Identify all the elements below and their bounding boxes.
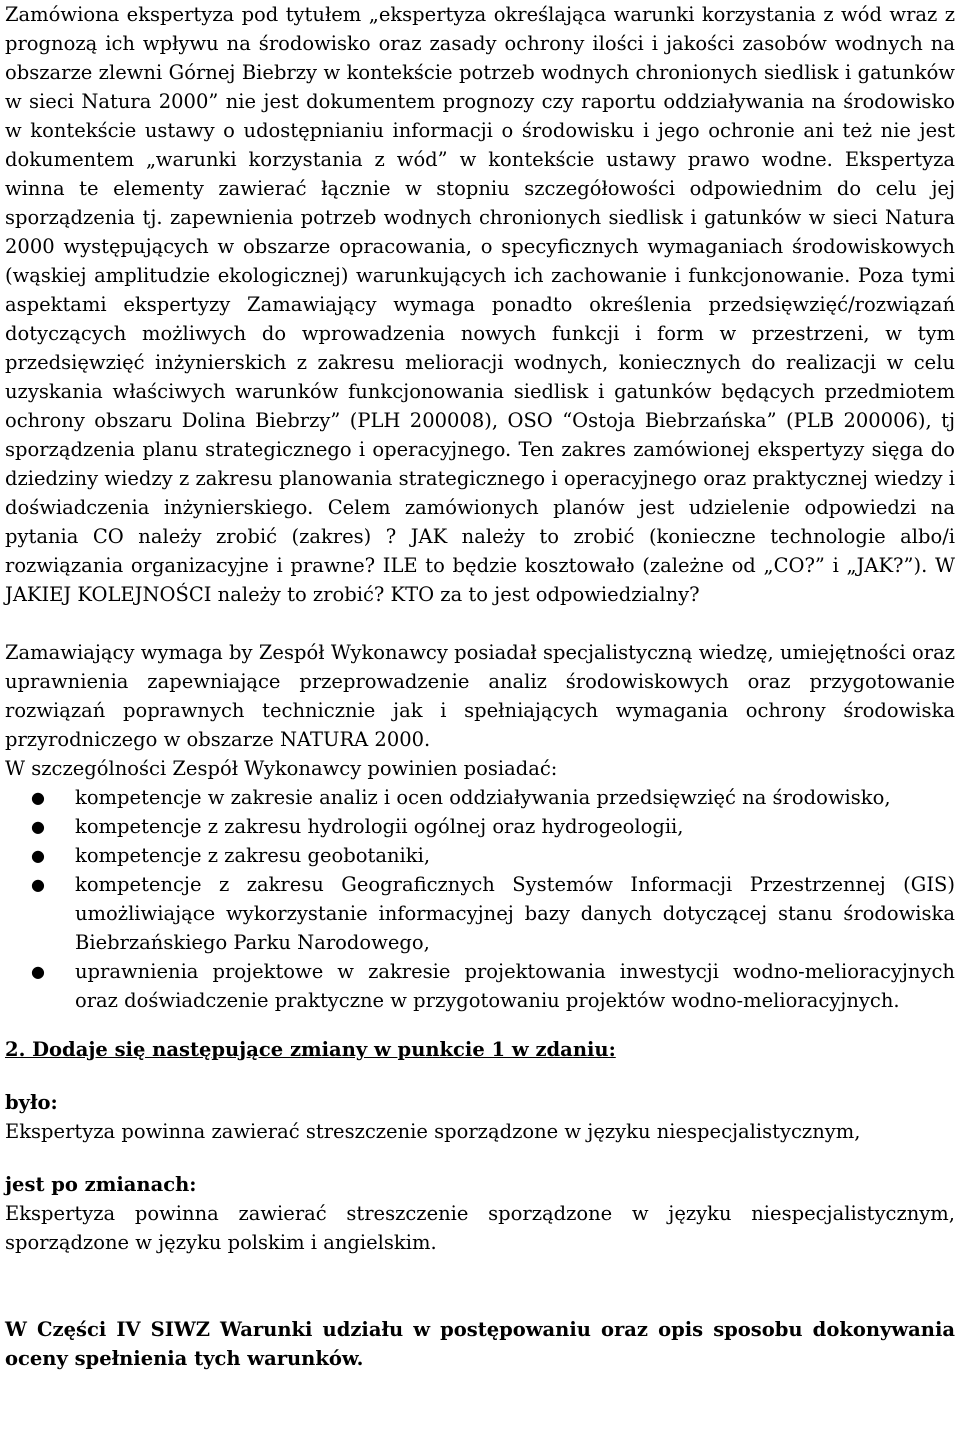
bullet-icon: ● xyxy=(31,962,45,981)
list-item-text: kompetencje z zakresu hydrologii ogólnej oraz hydrogeologii, xyxy=(75,815,684,838)
bullet-icon: ● xyxy=(31,817,45,836)
list-item xyxy=(5,870,955,957)
bullet-icon: ● xyxy=(31,788,45,807)
bullet-icon: ● xyxy=(31,846,45,865)
list-item-text: kompetencje z zakresu Geograficznych Systemów Informacji Przestrzennej (GIS) umożliwiające wykorzystanie informacyjnej bazy danych dotyczącej stanu środowiska Biebrzańskiego Parku Narodowego, xyxy=(75,873,955,954)
list-item-text: kompetencje z zakresu geobotaniki, xyxy=(75,844,431,867)
paragraph-after-changes-text: Ekspertyza powinna zawierać streszczenie sporządzone w języku niespecjalistycznym, sporządzone w języku polskim i angielskim. xyxy=(5,1202,955,1254)
paragraph-team-requirements: Zamawiający wymaga by Zespół Wykonawcy posiadał specjalistyczną wiedzę, umiejętności oraz uprawnienia zapewniające przeprowadzenie analiz środowiskowych oraz przygotowanie rozwiązań poprawnych technicznie jak i spełniających wymagania ochrony środowiska przyrodniczego w obszarze NATURA 2000. xyxy=(5,641,955,751)
bullet-icon: ● xyxy=(31,875,45,894)
paragraph-was-text: Ekspertyza powinna zawierać streszczenie sporządzone w języku niespecjalistycznym, xyxy=(5,1120,861,1143)
list-item xyxy=(5,783,955,812)
paragraph-team-competences-intro: W szczególności Zespół Wykonawcy powinien posiadać: xyxy=(5,757,558,780)
list-item xyxy=(5,957,955,1015)
competences-list xyxy=(5,783,955,1015)
list-item xyxy=(5,812,955,841)
paragraph-part-iv-heading: W Części IV SIWZ Warunki udziału w postępowaniu oraz opis sposobu dokonywania oceny spełnienia tych warunków. xyxy=(5,1318,955,1370)
document-page xyxy=(5,0,955,1373)
label-was: było: xyxy=(5,1091,58,1114)
list-item-text: uprawnienia projektowe w zakresie projektowania inwestycji wodno-melioracyjnych oraz doświadczenie praktyczne w przygotowaniu projektów wodno-melioracyjnych. xyxy=(75,960,955,1012)
list-item-text: kompetencje w zakresie analiz i ocen oddziaływania przedsięwzięć na środowisko, xyxy=(75,786,891,809)
paragraph-expertise-scope: Zamówiona ekspertyza pod tytułem „ekspertyza określająca warunki korzystania z wód wraz z prognozą ich wpływu na środowisko oraz zasady ochrony ilości i jakości zasobów wodnych na obszarze zlewni Górnej Biebrzy w kontekście potrzeb wodnych chronionych siedlisk i gatunków w sieci Natura 2000” nie jest dokumentem prognozy czy raportu oddziaływania na środowisko w kontekście ustawy o udostępnianiu informacji o środowisku i jego ochronie ani też nie jest dokumentem „warunki korzystania z wód” w kontekście ustawy prawo wodne. Ekspertyza winna te elementy zawierać łącznie w stopniu szczegółowości odpowiednim do celu jej sporządzenia tj. zapewnienia potrzeb wodnych chronionych siedlisk i gatunków w sieci Natura 2000 występujących w obszarze opracowania, o specyficznych wymaganiach środowiskowych (wąskiej amplitudzie ekologicznej) warunkujących ich zachowanie i funkcjonowanie. Poza tymi aspektami ekspertyzy Zamawiający wymaga ponadto określenia przedsięwzięć/rozwiązań dotyczących możliwych do wprowadzenia nowych funkcji i form w przestrzeni, w tym przedsięwzięć inżynierskich z zakresu melioracji wodnych, koniecznych do realizacji w celu uzyskania właściwych warunków funkcjonowania siedlisk i gatunków będących przedmiotem ochrony obszaru Dolina Biebrzy” (PLH 200008), OSO “Ostoja Biebrzańska” (PLB 200006), tj sporządzenia planu strategicznego i operacyjnego. Ten zakres zamówionej ekspertyzy sięga do dziedziny wiedzy z zakresu planowania strategicznego i operacyjnego oraz praktycznej wiedzy i doświadczenia inżynierskiego. Celem zamówionych planów jest udzielenie odpowiedzi na pytania CO należy zrobić (zakres) ? JAK należy to zrobić (konieczne technologie albo/i rozwiązania organizacyjne i prawne? ILE to będzie kosztowało (zależne od „CO?” i „JAK?”). W JAKIEJ KOLEJNOŚCI należy to zrobić? KTO za to jest odpowiedzialny? xyxy=(5,3,955,606)
section-heading-amendment: 2. Dodaje się następujące zmiany w punkcie 1 w zdaniu: xyxy=(5,1038,616,1061)
label-after-changes: jest po zmianach: xyxy=(5,1173,197,1196)
list-item xyxy=(5,841,955,870)
